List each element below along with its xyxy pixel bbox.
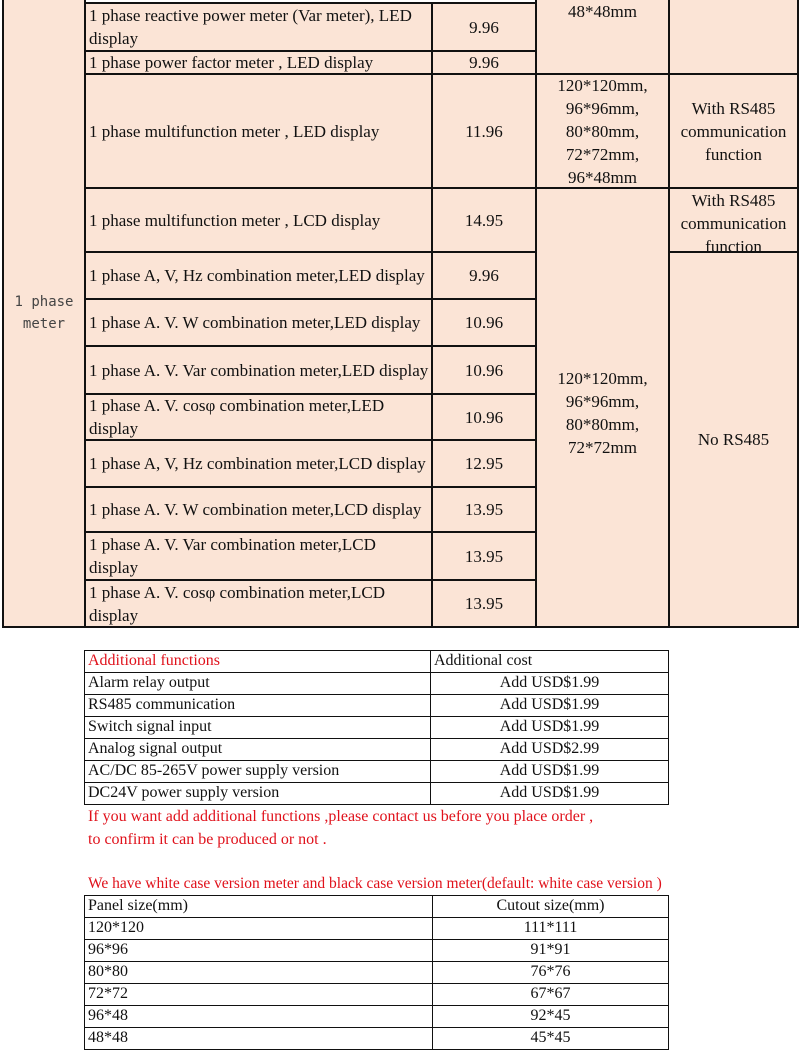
cutout-size-cell: 111*111 — [432, 917, 669, 940]
function-cell: Alarm relay output — [84, 672, 431, 695]
note-cell: With RS485 communication function — [668, 73, 799, 189]
cutout-size-header: Cutout size(mm) — [432, 895, 669, 918]
table-row-price: 13.95 — [431, 531, 537, 581]
additional-functions-table — [84, 650, 669, 806]
additional-functions-note-line1: If you want add additional functions ,please contact us before you place order , — [88, 808, 594, 825]
panel-size-cell: 72*72 — [84, 983, 433, 1006]
size-cell: 120*120mm, 96*96mm, 80*80mm, 72*72mm — [535, 187, 670, 628]
cost-cell: Add USD$1.99 — [430, 760, 669, 783]
table-row-price: 9.96 — [431, 2, 537, 52]
cost-cell: Add USD$1.99 — [430, 782, 669, 805]
table-row-price: 10.96 — [431, 298, 537, 347]
function-cell: RS485 communication — [84, 694, 431, 717]
panel-size-header: Panel size(mm) — [84, 895, 433, 918]
cutout-size-cell: 91*91 — [432, 939, 669, 962]
note-cell: No RS485 — [668, 251, 799, 628]
table-row-price: 10.96 — [431, 393, 537, 441]
panel-size-table — [84, 895, 669, 1051]
panel-size-cell: 96*48 — [84, 1005, 433, 1028]
cost-cell: Add USD$2.99 — [430, 738, 669, 761]
cutout-size-cell: 76*76 — [432, 961, 669, 984]
panel-size-cell: 80*80 — [84, 961, 433, 984]
table-row-price: 13.95 — [431, 486, 537, 533]
function-cell: DC24V power supply version — [84, 782, 431, 805]
category-cell — [2, 0, 86, 628]
cost-cell: Add USD$1.99 — [430, 672, 669, 695]
table-row-description: 1 phase multifunction meter , LCD display — [84, 187, 433, 253]
cutout-size-cell: 45*45 — [432, 1027, 669, 1050]
table-row-description: 1 phase A. V. cosφ combination meter,LCD display — [84, 579, 433, 628]
table-row-description: 1 phase A. V. Var combination meter,LED display — [84, 345, 433, 395]
table-row-price: 14.95 — [431, 187, 537, 253]
panel-size-cell: 96*96 — [84, 939, 433, 962]
table-row-description: 1 phase A, V, Hz combination meter,LED display — [84, 251, 433, 300]
panel-size-cell: 120*120 — [84, 917, 433, 940]
table-row-description: 1 phase multifunction meter , LED display — [84, 73, 433, 189]
table-row-description: 1 phase A. V. W combination meter,LED display — [84, 298, 433, 347]
function-cell: AC/DC 85-265V power supply version — [84, 760, 431, 783]
table-row-description: 1 phase A, V, Hz combination meter,LCD display — [84, 439, 433, 488]
table-row-price: 12.95 — [431, 439, 537, 488]
function-cell: Analog signal output — [84, 738, 431, 761]
panel-size-cell: 48*48 — [84, 1027, 433, 1050]
function-cell: Switch signal input — [84, 716, 431, 739]
size-cell: 48*48mm — [535, 0, 670, 75]
table-row-price: 9.96 — [431, 251, 537, 300]
cutout-size-cell: 92*45 — [432, 1005, 669, 1028]
note-cell: With RS485 communication function — [668, 187, 799, 253]
table-row-description: 1 phase A. V. W combination meter,LCD display — [84, 486, 433, 533]
note-cell — [668, 0, 799, 75]
category-label: 1 phase meter — [14, 294, 74, 332]
cutout-size-cell: 67*67 — [432, 983, 669, 1006]
table-row-price: 13.95 — [431, 579, 537, 628]
table-row-price: 11.96 — [431, 73, 537, 189]
additional-functions-header: Additional functions — [84, 650, 431, 673]
cost-cell: Add USD$1.99 — [430, 694, 669, 717]
table-row-price: 9.96 — [431, 50, 537, 75]
table-row-description: 1 phase A. V. cosφ combination meter,LED display — [84, 393, 433, 441]
table-row-price: 10.96 — [431, 345, 537, 395]
case-version-note: We have white case version meter and black case version meter(default: white case version ) — [88, 875, 662, 892]
cost-cell: Add USD$1.99 — [430, 716, 669, 739]
additional-cost-header: Additional cost — [430, 650, 669, 673]
size-cell: 120*120mm, 96*96mm, 80*80mm, 72*72mm, 96*48mm — [535, 73, 670, 189]
table-row-description: 1 phase power factor meter , LED display — [84, 50, 433, 75]
additional-functions-note-line2: to confirm it can be produced or not . — [84, 831, 327, 848]
table-row-description: 1 phase A. V. Var combination meter,LCD display — [84, 531, 433, 581]
table-row-description: 1 phase reactive power meter (Var meter), LED display — [84, 2, 433, 52]
